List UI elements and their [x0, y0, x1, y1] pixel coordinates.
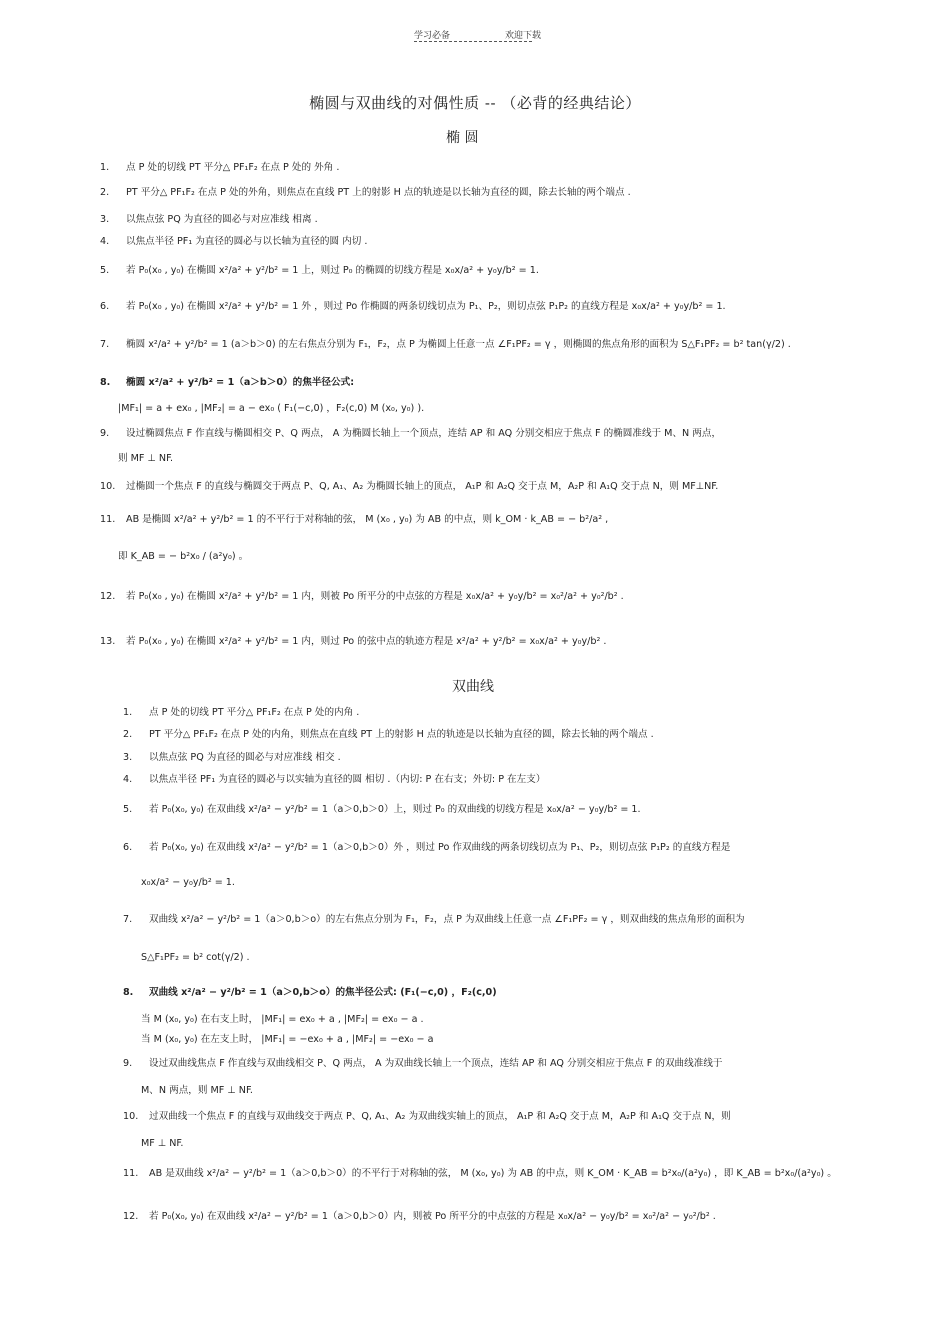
- hyperbola-item-text: 以焦点弦 PQ 为直径的圆必与对应准线 相交 .: [149, 752, 341, 763]
- hyperbola-item-number: 4.: [123, 774, 133, 785]
- hyperbola-item-number: 12.: [123, 1211, 139, 1222]
- hyperbola-item-text: M、N 两点，则 MF ⊥ NF.: [141, 1085, 253, 1096]
- hyperbola-item-number: 6.: [123, 842, 133, 853]
- hyperbola-item-text: S△F₁PF₂ = b² cot(γ/2) .: [141, 952, 250, 963]
- page-title: 椭圆与双曲线的对偶性质 -- （必背的经典结论）: [309, 94, 641, 112]
- ellipse-item-text: 以焦点半径 PF₁ 为直径的圆必与以长轴为直径的圆 内切 .: [126, 236, 368, 247]
- hyperbola-item-text: AB 是双曲线 x²/a² − y²/b² = 1（a＞0,b＞0）的不平行于对称轴的弦， M (x₀, y₀) 为 AB 的中点，则 K_OM · K_AB = b²x₀/(a²y₀) ，即 K_AB = b²x₀/(a²y₀) 。: [149, 1168, 837, 1179]
- hyperbola-item-text: 过双曲线一个焦点 F 的直线与双曲线交于两点 P、Q, A₁、A₂ 为双曲线实轴上的顶点， A₁P 和 A₂Q 交于点 M，A₂P 和 A₁Q 交于点 N，则: [149, 1111, 731, 1122]
- hyperbola-item-number: 3.: [123, 752, 133, 763]
- ellipse-item-text: 则 MF ⊥ NF.: [118, 453, 174, 464]
- ellipse-item-text: 以焦点弦 PQ 为直径的圆必与对应准线 相离 .: [126, 214, 318, 225]
- hyperbola-item-number: 11.: [123, 1168, 139, 1179]
- page-header: [414, 28, 541, 41]
- hyperbola-item-text: 设过双曲线焦点 F 作直线与双曲线相交 P、Q 两点， A 为双曲线长轴上一个顶点，连结 AP 和 AQ 分别交相应于焦点 F 的双曲线准线于: [149, 1058, 723, 1069]
- hyperbola-item-text: 双曲线 x²/a² − y²/b² = 1（a＞0,b＞o）的焦半径公式: (F₁(−c,0) ，F₂(c,0): [149, 987, 497, 998]
- hyperbola-item-number: 2.: [123, 729, 133, 740]
- hyperbola-item-number: 8.: [123, 987, 134, 998]
- ellipse-item-number: 7.: [100, 339, 110, 350]
- ellipse-item-number: 3.: [100, 214, 110, 225]
- ellipse-item-number: 4.: [100, 236, 110, 247]
- hyperbola-item-number: 10.: [123, 1111, 139, 1122]
- hyperbola-item-text: PT 平分△ PF₁F₂ 在点 P 处的内角，则焦点在直线 PT 上的射影 H 点的轨迹是以长轴为直径的圆，除去长轴的两个端点 .: [149, 729, 654, 740]
- ellipse-item-text: 若 P₀(x₀ , y₀) 在椭圆 x²/a² + y²/b² = 1 内，则过 Po 的弦中点的轨迹方程是 x²/a² + y²/b² = x₀x/a² + y₀y/b² .: [126, 636, 607, 647]
- ellipse-item-text: 设过椭圆焦点 F 作直线与椭圆相交 P、Q 两点， A 为椭圆长轴上一个顶点，连结 AP 和 AQ 分别交相应于焦点 F 的椭圆准线于 M、N 两点，: [126, 428, 722, 439]
- hyperbola-item-text: 当 M (x₀, y₀) 在左支上时， |MF₁| = −ex₀ + a , |MF₂| = −ex₀ − a: [141, 1034, 434, 1045]
- hyperbola-item-number: 1.: [123, 707, 133, 718]
- hyperbola-item-number: 7.: [123, 914, 133, 925]
- header-rule: [414, 41, 532, 42]
- hyperbola-item-text: 若 P₀(x₀, y₀) 在双曲线 x²/a² − y²/b² = 1（a＞0,b＞0）上，则过 P₀ 的双曲线的切线方程是 x₀x/a² − y₀y/b² = 1.: [149, 804, 641, 815]
- ellipse-item-text: 点 P 处的切线 PT 平分△ PF₁F₂ 在点 P 处的 外角 .: [126, 162, 340, 173]
- ellipse-item-text: 若 P₀(x₀ , y₀) 在椭圆 x²/a² + y²/b² = 1 上，则过 P₀ 的椭圆的切线方程是 x₀x/a² + y₀y/b² = 1.: [126, 265, 539, 276]
- ellipse-item-text: 椭圆 x²/a² + y²/b² = 1 (a＞b＞0) 的左右焦点分别为 F₁，F₂，点 P 为椭圆上任意一点 ∠F₁PF₂ = γ ，则椭圆的焦点角形的面积为 S△F₁PF₂ = b² tan(γ/2) .: [126, 339, 791, 350]
- ellipse-heading: 椭 圆: [446, 130, 479, 146]
- ellipse-item-text: 即 K_AB = − b²x₀ / (a²y₀) 。: [118, 551, 249, 562]
- ellipse-item-text: PT 平分△ PF₁F₂ 在点 P 处的外角，则焦点在直线 PT 上的射影 H 点的轨迹是以长轴为直径的圆，除去长轴的两个端点 .: [126, 187, 631, 198]
- ellipse-item-number: 8.: [100, 377, 111, 388]
- hyperbola-item-text: x₀x/a² − y₀y/b² = 1.: [141, 877, 235, 888]
- ellipse-item-text: 若 P₀(x₀ , y₀) 在椭圆 x²/a² + y²/b² = 1 内，则被 Po 所平分的中点弦的方程是 x₀x/a² + y₀y/b² = x₀²/a² + y₀²/b² .: [126, 591, 624, 602]
- header-left: 学习必备: [414, 31, 451, 41]
- hyperbola-item-number: 5.: [123, 804, 133, 815]
- ellipse-item-text: 过椭圆一个焦点 F 的直线与椭圆交于两点 P、Q, A₁、A₂ 为椭圆长轴上的顶点， A₁P 和 A₂Q 交于点 M，A₂P 和 A₁Q 交于点 N，则 MF⊥NF.: [126, 481, 719, 492]
- ellipse-item-number: 10.: [100, 481, 116, 492]
- hyperbola-item-text: 双曲线 x²/a² − y²/b² = 1（a＞0,b＞o）的左右焦点分别为 F₁，F₂，点 P 为双曲线上任意一点 ∠F₁PF₂ = γ ，则双曲线的焦点角形的面积为: [149, 914, 745, 925]
- hyperbola-item-text: 以焦点半径 PF₁ 为直径的圆必与以实轴为直径的圆 相切 .（内切: P 在右支；外切: P 在左支）: [149, 774, 546, 785]
- ellipse-item-number: 1.: [100, 162, 110, 173]
- ellipse-item-number: 2.: [100, 187, 110, 198]
- hyperbola-heading: 双曲线: [452, 679, 494, 695]
- ellipse-item-number: 5.: [100, 265, 110, 276]
- hyperbola-item-text: MF ⊥ NF.: [141, 1138, 184, 1149]
- ellipse-item-text: 若 P₀(x₀ , y₀) 在椭圆 x²/a² + y²/b² = 1 外 ，则过 Po 作椭圆的两条切线切点为 P₁、P₂，则切点弦 P₁P₂ 的直线方程是 x₀x/a² + y₀y/b² = 1.: [126, 301, 726, 312]
- ellipse-item-text: 椭圆 x²/a² + y²/b² = 1（a＞b＞0）的焦半径公式:: [126, 377, 355, 388]
- header-right: 欢迎下载: [505, 31, 542, 41]
- hyperbola-item-text: 点 P 处的切线 PT 平分△ PF₁F₂ 在点 P 处的内角 .: [149, 707, 360, 718]
- ellipse-item-number: 6.: [100, 301, 110, 312]
- ellipse-item-number: 11.: [100, 514, 116, 525]
- hyperbola-item-text: 若 P₀(x₀, y₀) 在双曲线 x²/a² − y²/b² = 1（a＞0,b＞0）内，则被 Po 所平分的中点弦的方程是 x₀x/a² − y₀y/b² = x₀²/a² − y₀²/b² .: [149, 1211, 716, 1222]
- ellipse-item-text: |MF₁| = a + ex₀ , |MF₂| = a − ex₀ ( F₁(−c,0) ，F₂(c,0) M (x₀, y₀) ).: [118, 403, 425, 414]
- ellipse-item-number: 12.: [100, 591, 116, 602]
- ellipse-item-number: 9.: [100, 428, 110, 439]
- hyperbola-item-text: 当 M (x₀, y₀) 在右支上时， |MF₁| = ex₀ + a , |MF₂| = ex₀ − a .: [141, 1014, 424, 1025]
- hyperbola-item-number: 9.: [123, 1058, 133, 1069]
- ellipse-item-text: AB 是椭圆 x²/a² + y²/b² = 1 的不平行于对称轴的弦， M (x₀ , y₀) 为 AB 的中点，则 k_OM · k_AB = − b²/a² ,: [126, 514, 609, 525]
- hyperbola-item-text: 若 P₀(x₀, y₀) 在双曲线 x²/a² − y²/b² = 1（a＞0,b＞0）外 ，则过 Po 作双曲线的两条切线切点为 P₁、P₂，则切点弦 P₁P₂ 的直线方程是: [149, 842, 731, 853]
- ellipse-item-number: 13.: [100, 636, 116, 647]
